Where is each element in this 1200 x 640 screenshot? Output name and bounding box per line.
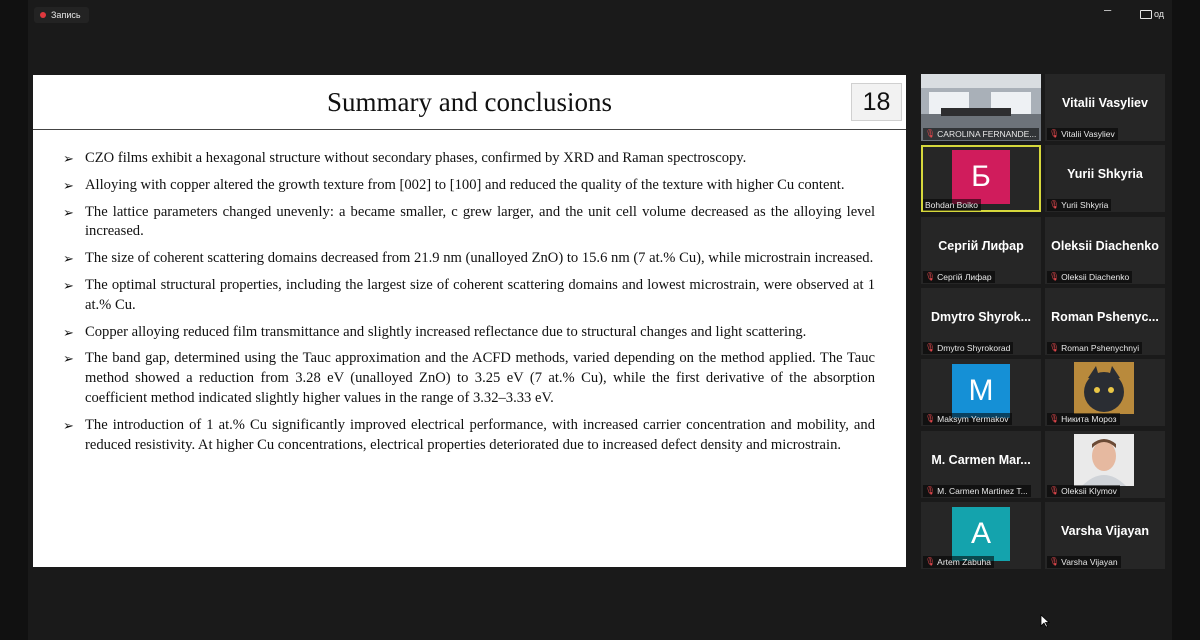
participant-tile[interactable] [921, 217, 1041, 284]
exit-button[interactable] [1136, 6, 1168, 22]
arrow-bullet-icon: ➢ [63, 417, 74, 433]
participant-tile[interactable] [1045, 74, 1165, 141]
participant-display-name: Vitalii Vasyliev [1062, 96, 1148, 110]
mic-off-icon: 🎙 [925, 486, 936, 495]
participant-name-label: 🎙 Roman Pshenychnyi [1047, 342, 1142, 354]
mic-off-icon: 🎙 [1049, 343, 1060, 352]
participant-name-label: 🎙 CAROLINA FERNANDE... [923, 128, 1039, 140]
list-item: ➢ The lattice parameters changed unevenly: a became smaller, c grew larger, and the unit cell volume decreased as the alloying level increased. [63, 203, 875, 243]
recording-label: Запись [51, 10, 81, 20]
participant-name-label: 🎙 Dmytro Shyrokorad [923, 342, 1013, 354]
participant-name-label: 🎙 Oleksii Diachenko [1047, 271, 1132, 283]
participant-display-name: Сергій Лифар [938, 239, 1024, 253]
participant-name-label: 🎙 Сергій Лифар [923, 271, 995, 283]
list-item: ➢ The size of coherent scattering domains decreased from 21.9 nm (unalloyed ZnO) to 15.6 nm (7 at.% Cu), while microstrain increased. [63, 249, 875, 269]
participant-name-label: 🎙 Oleksii Klymov [1047, 485, 1120, 497]
slide-title: Summary and conclusions [327, 87, 612, 117]
arrow-bullet-icon: ➢ [63, 324, 74, 340]
exit-icon [1140, 10, 1152, 19]
participant-name-label: 🎙 Artem Zabuha [923, 556, 994, 568]
participant-name-label: Bohdan Boiko [923, 199, 981, 211]
participant-tile[interactable] [921, 288, 1041, 355]
arrow-bullet-icon: ➢ [63, 251, 74, 267]
record-dot-icon [40, 12, 46, 18]
arrow-bullet-icon: ➢ [63, 204, 74, 220]
mic-off-icon: 🎙 [1049, 414, 1060, 423]
participant-tile[interactable] [1045, 288, 1165, 355]
participant-tile[interactable] [1045, 217, 1165, 284]
mic-off-icon: 🎙 [1049, 129, 1060, 138]
mic-off-icon: 🎙 [1049, 557, 1060, 566]
participant-display-name: Roman Pshenyc... [1051, 310, 1159, 324]
arrow-bullet-icon: ➢ [63, 177, 74, 193]
profile-picture [1074, 362, 1134, 414]
profile-picture [1074, 434, 1134, 486]
participant-tile[interactable] [921, 359, 1041, 426]
participant-name-label: 🎙 Vitalii Vasyliev [1047, 128, 1118, 140]
arrow-bullet-icon: ➢ [63, 277, 74, 293]
participant-display-name: M. Carmen Mar... [931, 453, 1031, 467]
participant-tile[interactable] [1045, 431, 1165, 498]
participant-tile[interactable] [921, 502, 1041, 569]
list-item: ➢ The optimal structural properties, including the largest size of coherent scattering domains and lowest microstrain, were observed at 1 at.% Cu. [63, 276, 875, 316]
avatar: M [952, 364, 1010, 418]
mouse-cursor-icon [1040, 614, 1050, 628]
participant-tile[interactable] [1045, 359, 1165, 426]
participant-name-label: 🎙 M. Carmen Martinez T... [923, 485, 1031, 497]
arrow-bullet-icon: ➢ [63, 151, 74, 166]
avatar: A [952, 507, 1010, 561]
list-item: ➢ The introduction of 1 at.% Cu significantly improved electrical performance, with increased carrier concentration and mobility, and reduced resistivity. At higher Cu concentrations, electrical properties deteriorated due to increased defect density and microstrain. [63, 416, 875, 456]
mic-off-icon: 🎙 [1049, 200, 1060, 209]
mic-off-icon: 🎙 [1049, 272, 1060, 281]
participant-tile-active-speaker[interactable] [921, 145, 1041, 212]
slide-header [33, 75, 906, 130]
mic-off-icon: 🎙 [1049, 486, 1060, 495]
list-item: ➢ Alloying with copper altered the growth texture from [002] to [100] and reduced the quality of the texture with higher Cu content. [63, 176, 875, 196]
participant-tile[interactable] [1045, 502, 1165, 569]
avatar: Б [952, 150, 1010, 204]
list-item: ➢ Copper alloying reduced film transmittance and slightly increased reflectance due to structural changes and light scattering. [63, 323, 875, 343]
slide-number: 18 [851, 83, 902, 121]
mic-off-icon: 🎙 [925, 129, 936, 138]
mic-off-icon: 🎙 [925, 557, 936, 566]
participant-name-label: 🎙 Varsha Vijayan [1047, 556, 1121, 568]
minimize-button[interactable]: – [1104, 2, 1112, 17]
recording-indicator[interactable] [34, 7, 89, 23]
participant-display-name: Oleksii Diachenko [1051, 239, 1159, 253]
participant-display-name: Yurii Shkyria [1067, 167, 1143, 181]
mic-off-icon: 🎙 [925, 343, 936, 352]
shared-slide [33, 75, 906, 567]
exit-label: од [1154, 9, 1165, 19]
participant-name-label: 🎙 Maksym Yermakov [923, 413, 1012, 425]
participant-tile[interactable] [921, 431, 1041, 498]
mic-off-icon: 🎙 [925, 414, 936, 423]
list-item: ➢ CZO films exhibit a hexagonal structure without secondary phases, confirmed by XRD and Raman spectroscopy. [63, 149, 875, 169]
participant-name-label: 🎙 Yurii Shkyria [1047, 199, 1111, 211]
list-item: ➢ The band gap, determined using the Tauc approximation and the ACFD methods, varied depending on the method applied. The Tauc method showed a reduction from 3.28 eV (unalloyed ZnO) to 3.25 eV (7 at.% Cu), while the first derivative of the absorption coefficient method indicated slightly higher values in the range of 3.32–3.33 eV. [63, 349, 875, 408]
participant-tile[interactable] [1045, 145, 1165, 212]
arrow-bullet-icon: ➢ [63, 351, 74, 367]
conclusions-list [63, 149, 875, 462]
participant-tile[interactable] [921, 74, 1041, 141]
participant-display-name: Varsha Vijayan [1060, 524, 1150, 538]
participant-display-name: Dmytro Shyrok... [930, 310, 1032, 324]
participant-name-label: 🎙 Никита Мороз [1047, 413, 1120, 425]
mic-off-icon: 🎙 [925, 272, 936, 281]
